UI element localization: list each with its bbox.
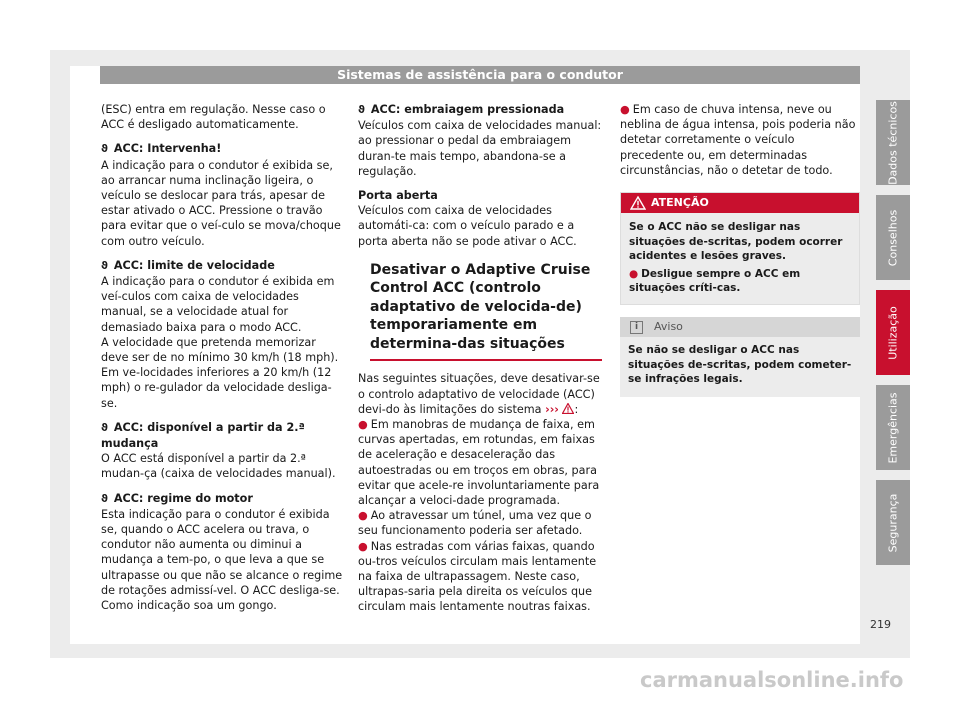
cross-reference-link[interactable]: ››› [545,402,559,416]
list-item: ● Em caso de chuva intensa, neve ou neblina de água intensa, pois poderia não detetar corretamente o veículo precedente ou, em determinadas circunstâncias, não o detetar de todo. [620,103,856,177]
info-icon: i [630,321,643,334]
paragraph: Nas seguintes situações, deve desativar-se o controlo adaptativo de velocidade (ACC) devi-do às limitações do sistema ››› : [358,372,600,416]
driver-indicator-icon: ϑ [101,492,108,505]
paragraph: A velocidade que pretenda memorizar deve ser de no mínimo 30 km/h (18 mph). Em ve-locidades inferiores a 20 km/h (12 mph) o re-gulador da velocidade desliga-se. [101,335,339,410]
note-box [620,317,860,397]
tab-seguranca[interactable]: Segurança [876,480,910,565]
warning-body: Se o ACC não se desligar nas situações de-scritas, podem ocorrer acidentes e lesões graves. ● Desligue sempre o ACC em situações críti-cas. [629,221,843,295]
subheading: ϑ ACC: regime do motor [101,491,253,505]
watermark: carmanualsonline.info [640,668,904,692]
subheading: ϑ ACC: disponível a partir da 2.ª mudança [101,420,305,451]
paragraph: (ESC) entra em regulação. Nesse caso o ACC é desligado automaticamente. [101,103,326,132]
paragraph: O ACC está disponível a partir da 2.ª mudan-ça (caixa de velocidades manual). [101,452,336,481]
tab-utilizacao[interactable]: Utilização [876,290,910,375]
note-body: Se não se desligar o ACC nas situações de-scritas, podem cometer-se infrações legais. [628,343,852,386]
column-2 [358,102,602,615]
page-header: Sistemas de assistência para o condutor [100,66,860,84]
subheading: Porta aberta [358,189,438,203]
bullet-icon: ● [620,103,630,116]
driver-indicator-icon: ϑ [358,104,365,116]
subheading: ϑ ACC: Intervenha! [101,142,222,156]
chapter-tabs [876,100,910,575]
driver-indicator-icon: ϑ [101,421,108,434]
column-1 [101,102,343,613]
driver-indicator-icon: ϑ [101,259,108,272]
subheading: ϑ ACC: embraiagem pressionada [358,103,565,116]
bullet-icon: ● [358,417,368,431]
paragraph: Esta indicação para o condutor é exibida se, quando o ACC acelera ou trava, o condutor não aumenta ou diminui a mudança a tem-po, o que leva a que se ultrapasse ou que não se alcance o regime de rotações admissí-vel. O ACC desliga-se. Como indicação soa um gongo. [101,507,343,613]
column-3 [620,102,860,397]
page-number: 219 [870,618,891,631]
paragraph: Veículos com caixa de velocidades automáti-ca: com o veículo parado e a porta aberta não se pode ativar o ACC. [358,204,577,248]
paragraph: A indicação para o condutor é exibida em veí-culos com caixa de velocidades manual, se a velocidade atual for demasiado baixa para o modo ACC. [101,275,335,334]
warning-box [620,192,860,305]
bullet-icon: ● [629,267,639,280]
tab-conselhos[interactable]: Conselhos [876,195,910,280]
section-title: Desativar o Adaptive Cruise Control ACC (controlo adaptativo de velocida-de) temporariamente em determina-das situações [370,261,602,362]
warning-icon [562,403,574,414]
bullet-icon: ● [358,509,368,523]
tab-dados-tecnicos[interactable]: Dados técnicos [876,100,910,185]
driver-indicator-icon: ϑ [101,143,108,156]
warning-header: ATENÇÃO [621,193,859,213]
note-header: i Aviso [620,317,860,337]
tab-emergencias[interactable]: Emergências [876,385,910,470]
list-item: ● Ao atravessar um túnel, uma vez que o seu funcionamento poderia ser afetado. [358,509,592,538]
paragraph: Veículos com caixa de velocidades manual: ao pressionar o pedal da embraiagem duran-te mais tempo, abandona-se a regulação. [358,119,602,178]
bullet-icon: ● [358,539,368,553]
subheading: ϑ ACC: limite de velocidade [101,258,275,272]
warning-icon [630,196,646,210]
list-item: ● Nas estradas com várias faixas, quando ou-tros veículos circulam mais lentamente na faixa de ultrapassagem. Neste caso, ultrapas-saria pela direita os veículos que circulam mais lentamente noutras faixas. [358,539,597,614]
list-item: ● Em manobras de mudança de faixa, em curvas apertadas, em rotundas, em faixas de aceleração e desaceleração das autoestradas ou em troços em obras, para evitar que acele-re involuntariamente para alcançar a veloci-dade programada. [358,417,600,507]
paragraph: A indicação para o condutor é exibida se, ao arrancar numa inclinação ligeira, o veículo se deslocar para trás, apesar de estar ativado o ACC. Pressione o travão para evitar que o veí-culo se mova/choque com outro veículo. [101,158,341,248]
